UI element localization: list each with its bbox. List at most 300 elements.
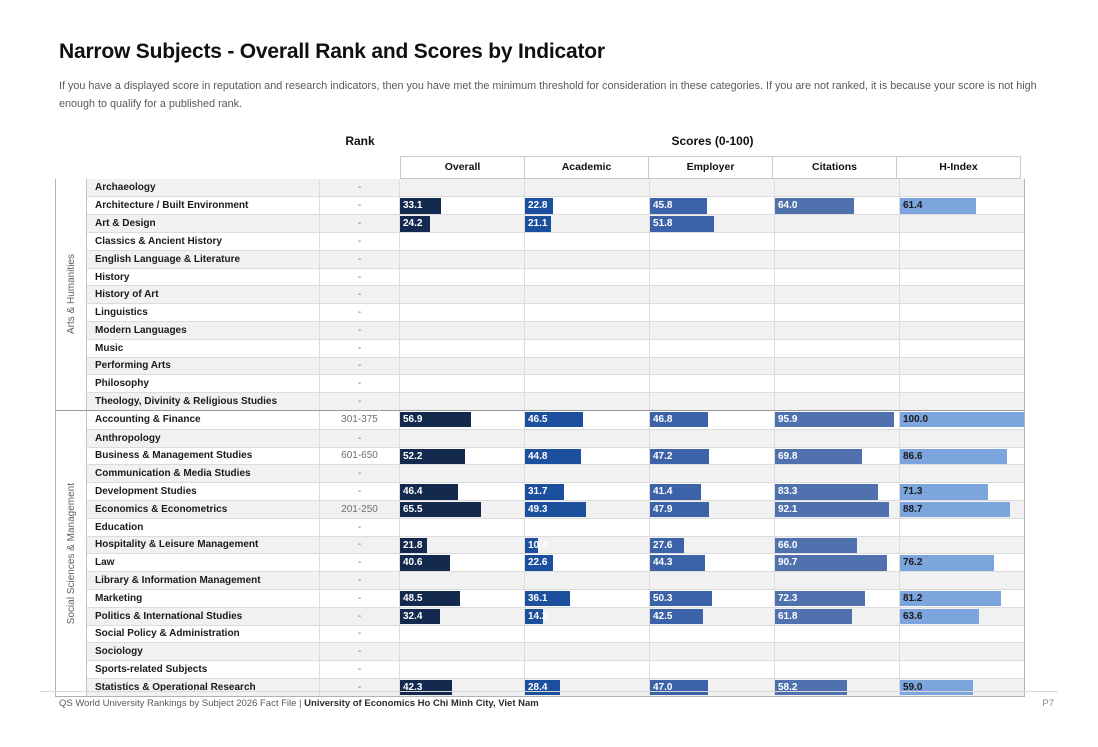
score-cell-employer <box>649 626 774 643</box>
table-row <box>87 339 1024 357</box>
score-cell-academic <box>524 269 649 286</box>
score-value: 22.8 <box>528 200 548 212</box>
score-cell-overall <box>399 197 524 214</box>
score-cell-h-index <box>899 411 1024 429</box>
table-row <box>87 607 1024 625</box>
score-bar <box>525 680 560 696</box>
score-cell-academic <box>524 304 649 321</box>
score-cell-citations <box>774 519 899 536</box>
subject-group <box>56 179 1024 410</box>
score-value: 95.9 <box>778 413 798 425</box>
score-cell-citations <box>774 661 899 678</box>
score-bar <box>525 198 553 214</box>
score-cell-overall <box>399 179 524 197</box>
score-value: 56.9 <box>403 413 423 425</box>
subject-label: Theology, Divinity & Religious Studies <box>95 396 278 408</box>
rank-value: - <box>319 519 399 536</box>
subject-label: Modern Languages <box>95 324 187 336</box>
score-value: 40.6 <box>403 557 423 569</box>
score-cell-citations <box>774 286 899 303</box>
table-row <box>87 321 1024 339</box>
score-bar <box>900 609 979 625</box>
score-cell-overall <box>399 537 524 554</box>
column-header-citations: Citations <box>772 156 897 179</box>
rank-value: - <box>319 358 399 375</box>
score-bar <box>650 484 701 500</box>
score-cell-h-index <box>899 286 1024 303</box>
column-header-hindex: H-Index <box>896 156 1021 179</box>
subject-group <box>56 410 1024 696</box>
score-cell-overall <box>399 465 524 482</box>
rank-value: 201-250 <box>319 501 399 518</box>
score-cell-employer <box>649 483 774 500</box>
score-value: 81.2 <box>903 592 923 604</box>
subject-label: Archaeology <box>95 182 156 194</box>
score-cell-overall <box>399 233 524 250</box>
score-cell-citations <box>774 179 899 197</box>
score-cell-h-index <box>899 322 1024 339</box>
score-value: 61.4 <box>903 200 923 212</box>
subject-label: Linguistics <box>95 307 148 319</box>
score-bar <box>775 680 847 696</box>
page-footer <box>59 698 1054 709</box>
subject-label: Politics & International Studies <box>95 610 243 622</box>
score-bar <box>775 449 862 465</box>
score-cell-employer <box>649 340 774 357</box>
table-row <box>87 589 1024 607</box>
score-cell-employer <box>649 501 774 518</box>
score-cell-citations <box>774 626 899 643</box>
rank-value: - <box>319 608 399 625</box>
score-bar <box>525 555 553 571</box>
score-cell-overall <box>399 269 524 286</box>
score-bar <box>525 502 586 518</box>
score-cell-h-index <box>899 430 1024 447</box>
score-cell-citations <box>774 501 899 518</box>
score-value: 46.8 <box>653 413 673 425</box>
score-value: 47.9 <box>653 503 673 515</box>
score-value: 33.1 <box>403 200 423 212</box>
score-bar <box>775 538 857 554</box>
table-body <box>55 179 1025 697</box>
score-bar <box>400 609 440 625</box>
table-row <box>87 447 1024 465</box>
rank-value: - <box>319 375 399 392</box>
subject-label: Accounting & Finance <box>95 414 201 426</box>
score-cell-academic <box>524 483 649 500</box>
score-value: 86.6 <box>903 450 923 462</box>
table-row <box>87 429 1024 447</box>
score-cell-academic <box>524 643 649 660</box>
subject-label: Marketing <box>95 592 143 604</box>
score-cell-employer <box>649 537 774 554</box>
rank-value: - <box>319 483 399 500</box>
score-bar <box>900 502 1010 518</box>
score-cell-academic <box>524 340 649 357</box>
score-bar <box>650 555 705 571</box>
rank-value: - <box>319 626 399 643</box>
sub-header-spacer <box>55 156 400 179</box>
score-bar <box>400 502 481 518</box>
score-value: 21.1 <box>528 218 548 230</box>
table-row <box>87 571 1024 589</box>
score-cell-h-index <box>899 269 1024 286</box>
score-cell-h-index <box>899 572 1024 589</box>
rank-value: - <box>319 430 399 447</box>
group-label-text: Arts & Humanities <box>65 254 77 335</box>
score-bar <box>900 484 988 500</box>
score-cell-academic <box>524 358 649 375</box>
table-row <box>87 214 1024 232</box>
score-cell-citations <box>774 375 899 392</box>
score-cell-citations <box>774 304 899 321</box>
score-cell-citations <box>774 483 899 500</box>
score-cell-academic <box>524 233 649 250</box>
score-cell-overall <box>399 661 524 678</box>
score-bar <box>525 449 581 465</box>
rank-value: - <box>319 304 399 321</box>
table-row <box>87 518 1024 536</box>
score-cell-h-index <box>899 643 1024 660</box>
score-bar <box>525 591 570 607</box>
subject-label: Statistics & Operational Research <box>95 681 256 693</box>
score-cell-overall <box>399 322 524 339</box>
rank-value: - <box>319 679 399 696</box>
score-bar <box>400 198 441 214</box>
score-value: 52.2 <box>403 450 423 462</box>
score-cell-academic <box>524 590 649 607</box>
score-bar <box>400 591 460 607</box>
score-cell-academic <box>524 679 649 696</box>
score-value: 44.8 <box>528 450 548 462</box>
footer-divider <box>40 691 1058 692</box>
subject-label: Classics & Ancient History <box>95 235 222 247</box>
score-cell-academic <box>524 465 649 482</box>
score-cell-citations <box>774 251 899 268</box>
rank-value: - <box>319 537 399 554</box>
score-bar <box>400 412 471 428</box>
score-value: 88.7 <box>903 503 923 515</box>
score-cell-overall <box>399 304 524 321</box>
score-cell-academic <box>524 251 649 268</box>
score-cell-h-index <box>899 554 1024 571</box>
score-cell-overall <box>399 340 524 357</box>
score-cell-h-index <box>899 304 1024 321</box>
score-value: 64.0 <box>778 200 798 212</box>
score-cell-h-index <box>899 340 1024 357</box>
score-cell-overall <box>399 286 524 303</box>
subject-label: Development Studies <box>95 486 197 498</box>
column-header-employer: Employer <box>648 156 773 179</box>
rank-value: - <box>319 554 399 571</box>
score-cell-h-index <box>899 537 1024 554</box>
score-value: 42.5 <box>653 610 673 622</box>
table-row <box>87 357 1024 375</box>
score-value: 47.2 <box>653 450 673 462</box>
subject-label: Library & Information Management <box>95 575 261 587</box>
table-row <box>87 678 1024 696</box>
score-cell-overall <box>399 679 524 696</box>
subject-label: Art & Design <box>95 218 156 230</box>
score-cell-h-index <box>899 393 1024 410</box>
score-cell-citations <box>774 215 899 232</box>
score-value: 48.5 <box>403 592 423 604</box>
score-bar <box>400 680 452 696</box>
score-cell-academic <box>524 448 649 465</box>
score-cell-employer <box>649 197 774 214</box>
group-label-text: Social Sciences & Management <box>65 482 77 624</box>
score-cell-citations <box>774 590 899 607</box>
score-bar <box>775 591 865 607</box>
footer-report-name: QS World University Rankings by Subject 2026 Fact File | <box>59 698 305 709</box>
score-bar <box>525 412 583 428</box>
score-bar <box>900 449 1007 465</box>
score-cell-h-index <box>899 233 1024 250</box>
subject-label: Performing Arts <box>95 360 171 372</box>
column-header-overall: Overall <box>400 156 525 179</box>
score-cell-citations <box>774 340 899 357</box>
score-bar <box>775 198 854 214</box>
score-cell-citations <box>774 537 899 554</box>
score-bar <box>650 609 703 625</box>
score-cell-overall <box>399 608 524 625</box>
rank-value: - <box>319 661 399 678</box>
score-cell-h-index <box>899 215 1024 232</box>
score-bar <box>525 484 564 500</box>
score-value: 65.5 <box>403 503 423 515</box>
table-row <box>87 392 1024 410</box>
score-bar <box>775 484 878 500</box>
score-value: 31.7 <box>528 486 548 498</box>
score-cell-academic <box>524 430 649 447</box>
score-value: 90.7 <box>778 557 798 569</box>
score-cell-h-index <box>899 679 1024 696</box>
score-cell-employer <box>649 572 774 589</box>
score-cell-overall <box>399 501 524 518</box>
table-row <box>87 196 1024 214</box>
column-header-academic: Academic <box>524 156 649 179</box>
score-bar <box>400 449 465 465</box>
subject-label: Education <box>95 521 144 533</box>
subject-label: Philosophy <box>95 378 149 390</box>
score-value: 100.0 <box>903 413 929 425</box>
score-value: 83.3 <box>778 486 798 498</box>
score-value: 46.4 <box>403 486 423 498</box>
score-cell-academic <box>524 519 649 536</box>
rank-value: - <box>319 590 399 607</box>
score-bar <box>775 502 889 518</box>
score-value: 46.5 <box>528 413 548 425</box>
score-cell-academic <box>524 411 649 429</box>
table-row <box>87 303 1024 321</box>
score-bar <box>775 555 887 571</box>
table-row <box>87 553 1024 571</box>
score-value: 24.2 <box>403 218 423 230</box>
subject-label: Hospitality & Leisure Management <box>95 539 259 551</box>
score-value: 21.8 <box>403 539 423 551</box>
score-bar <box>400 555 450 571</box>
score-value: 50.3 <box>653 592 673 604</box>
score-value: 66.0 <box>778 539 798 551</box>
score-cell-employer <box>649 590 774 607</box>
subject-label: Economics & Econometrics <box>95 503 228 515</box>
score-value: 47.0 <box>653 681 673 693</box>
rank-value: 301-375 <box>319 411 399 429</box>
score-value: 63.6 <box>903 610 923 622</box>
score-bar <box>650 591 712 607</box>
score-value: 58.2 <box>778 681 798 693</box>
table-row <box>87 411 1024 429</box>
score-cell-overall <box>399 626 524 643</box>
score-bar <box>900 591 1001 607</box>
score-cell-citations <box>774 448 899 465</box>
score-value: 22.6 <box>528 557 548 569</box>
score-bar <box>900 412 1024 428</box>
score-cell-employer <box>649 179 774 197</box>
score-cell-overall <box>399 358 524 375</box>
score-cell-employer <box>649 233 774 250</box>
table-row <box>87 268 1024 286</box>
table-row <box>87 285 1024 303</box>
subject-label: Business & Management Studies <box>95 450 253 462</box>
subject-label: History <box>95 271 130 283</box>
score-cell-academic <box>524 393 649 410</box>
score-cell-academic <box>524 197 649 214</box>
subject-label: History of Art <box>95 289 159 301</box>
rank-value: - <box>319 197 399 214</box>
score-cell-citations <box>774 197 899 214</box>
score-bar <box>525 216 551 232</box>
score-cell-employer <box>649 465 774 482</box>
score-cell-employer <box>649 269 774 286</box>
score-cell-employer <box>649 679 774 696</box>
score-cell-citations <box>774 643 899 660</box>
score-bar <box>900 555 994 571</box>
score-cell-overall <box>399 215 524 232</box>
score-value: 71.3 <box>903 486 923 498</box>
score-cell-overall <box>399 375 524 392</box>
score-cell-academic <box>524 215 649 232</box>
score-cell-employer <box>649 519 774 536</box>
score-bar <box>775 412 894 428</box>
score-value: 27.6 <box>653 539 673 551</box>
score-value: 59.0 <box>903 681 923 693</box>
score-cell-employer <box>649 375 774 392</box>
score-value: 44.3 <box>653 557 673 569</box>
score-value: 92.1 <box>778 503 798 515</box>
score-cell-overall <box>399 448 524 465</box>
table-row <box>87 250 1024 268</box>
score-cell-citations <box>774 572 899 589</box>
score-value: 42.3 <box>403 681 423 693</box>
score-cell-employer <box>649 251 774 268</box>
score-cell-employer <box>649 358 774 375</box>
score-value: 45.8 <box>653 200 673 212</box>
subject-label: English Language & Literature <box>95 253 241 265</box>
score-cell-overall <box>399 554 524 571</box>
group-label-social-sciences-management <box>56 411 87 696</box>
subject-label: Communication & Media Studies <box>95 468 251 480</box>
score-value: 76.2 <box>903 557 923 569</box>
score-cell-h-index <box>899 519 1024 536</box>
footer-institution-name: University of Economics Ho Chi Minh City, Viet Nam <box>304 698 539 709</box>
subject-label: Anthropology <box>95 432 161 444</box>
score-cell-academic <box>524 537 649 554</box>
score-cell-overall <box>399 483 524 500</box>
rank-value: - <box>319 269 399 286</box>
score-cell-h-index <box>899 375 1024 392</box>
score-cell-citations <box>774 679 899 696</box>
score-cell-academic <box>524 322 649 339</box>
rank-value: - <box>319 393 399 410</box>
score-cell-employer <box>649 286 774 303</box>
score-cell-overall <box>399 572 524 589</box>
rank-value: - <box>319 643 399 660</box>
score-indicator-header-row <box>55 156 1025 179</box>
score-cell-citations <box>774 393 899 410</box>
score-cell-academic <box>524 572 649 589</box>
score-bar <box>400 216 430 232</box>
rank-value: - <box>319 233 399 250</box>
score-cell-overall <box>399 519 524 536</box>
score-bar <box>650 680 708 696</box>
subject-label: Architecture / Built Environment <box>95 200 249 212</box>
score-cell-overall <box>399 590 524 607</box>
score-cell-h-index <box>899 501 1024 518</box>
score-bar <box>525 609 548 625</box>
score-cell-academic <box>524 554 649 571</box>
table-row <box>87 374 1024 392</box>
rank-column-header: Rank <box>345 133 375 148</box>
score-bar <box>400 538 427 554</box>
score-bar <box>650 216 714 232</box>
score-cell-h-index <box>899 251 1024 268</box>
score-cell-overall <box>399 393 524 410</box>
group-rows <box>87 411 1024 696</box>
rank-value: - <box>319 465 399 482</box>
score-cell-citations <box>774 269 899 286</box>
score-cell-employer <box>649 608 774 625</box>
score-value: 49.3 <box>528 503 548 515</box>
score-cell-citations <box>774 465 899 482</box>
score-cell-employer <box>649 554 774 571</box>
score-cell-overall <box>399 643 524 660</box>
table-row <box>87 464 1024 482</box>
rank-value: - <box>319 179 399 197</box>
score-value: 14.2 <box>528 610 548 622</box>
score-cell-overall <box>399 411 524 429</box>
table-row <box>87 500 1024 518</box>
page-title: Narrow Subjects - Overall Rank and Scores by Indicator <box>59 40 605 63</box>
score-cell-h-index <box>899 590 1024 607</box>
table-row <box>87 482 1024 500</box>
page-description: If you have a displayed score in reputation and research indicators, then you have met the minimum threshold for consideration in these categories. If you are not ranked, it is because your score is not high enough to qualify for a published rank. <box>59 80 1037 110</box>
score-cell-academic <box>524 375 649 392</box>
score-value: 32.4 <box>403 610 423 622</box>
score-cell-employer <box>649 643 774 660</box>
score-bar <box>650 412 708 428</box>
score-cell-academic <box>524 286 649 303</box>
score-bar <box>900 198 976 214</box>
score-cell-employer <box>649 322 774 339</box>
score-cell-employer <box>649 448 774 465</box>
score-cell-citations <box>774 322 899 339</box>
subject-label: Social Policy & Administration <box>95 628 240 640</box>
score-cell-academic <box>524 661 649 678</box>
score-value: 61.8 <box>778 610 798 622</box>
table-row <box>87 642 1024 660</box>
table-row <box>87 660 1024 678</box>
